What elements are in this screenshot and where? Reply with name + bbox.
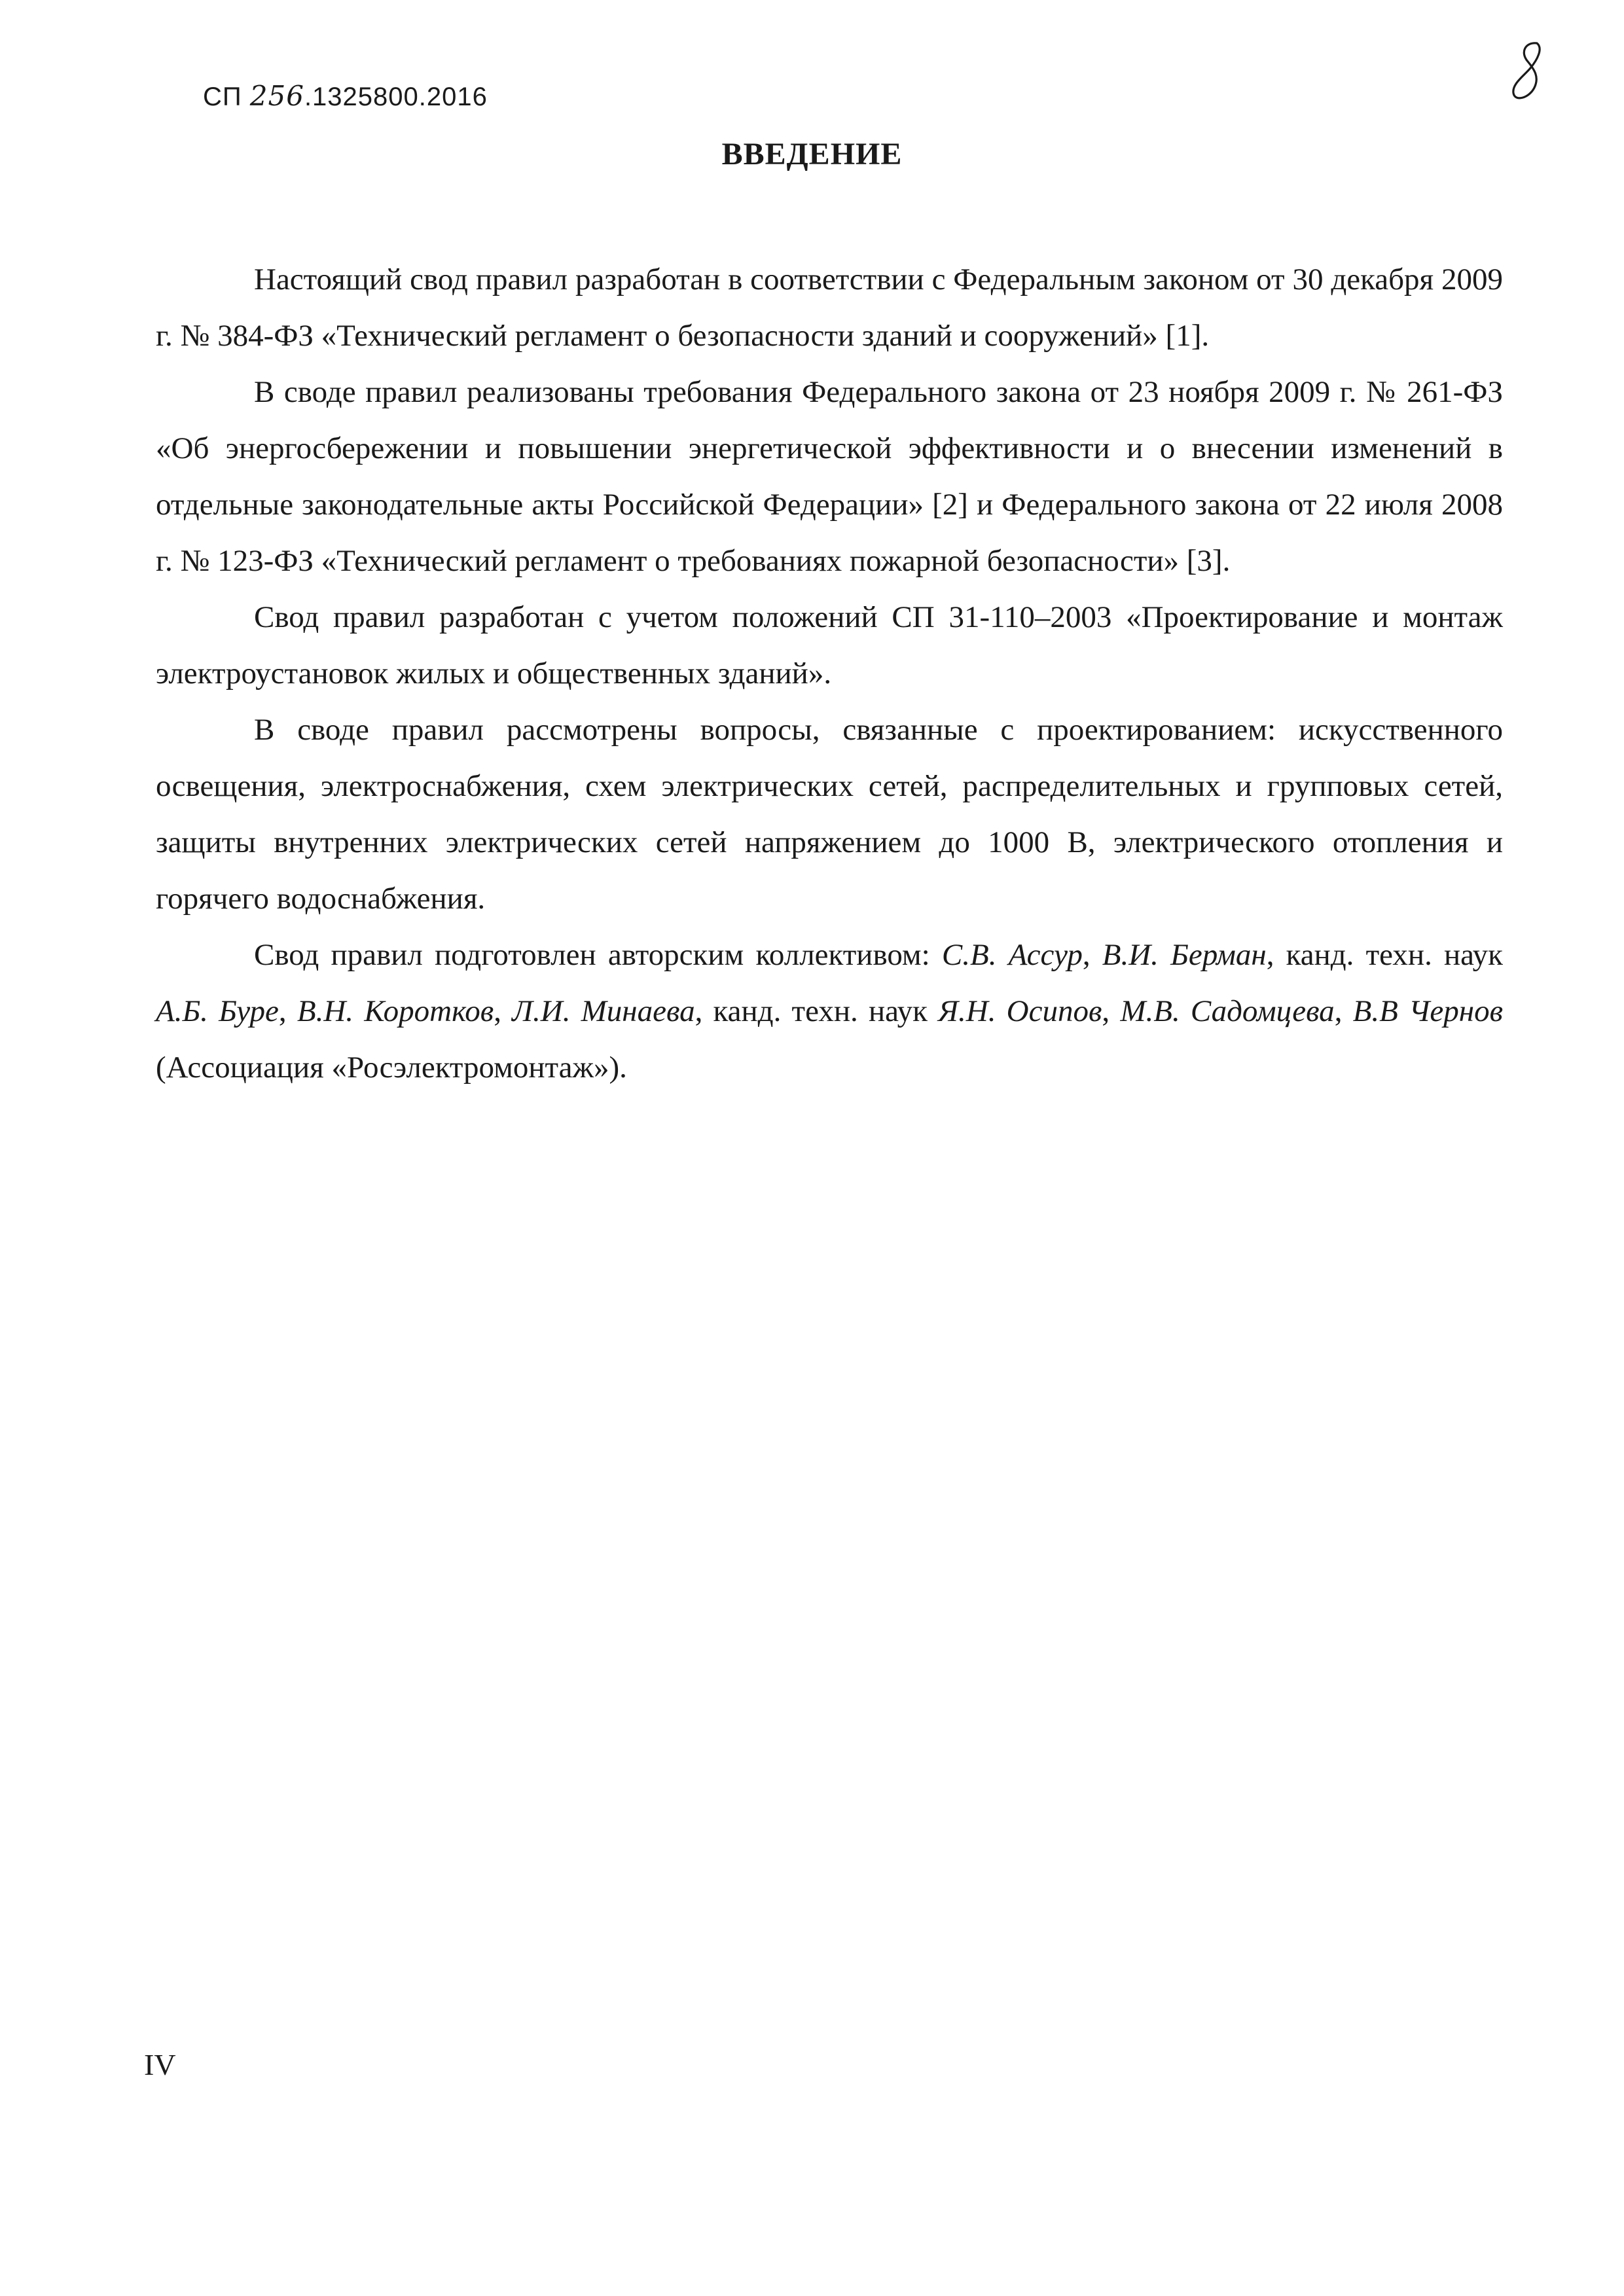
document-code-prefix: СП (203, 82, 242, 111)
author-name: С.В. Ассур (941, 938, 1083, 972)
separator: , канд. техн. наук (695, 994, 939, 1028)
authors-intro: Свод правил подготовлен авторским коллективом: (254, 938, 942, 972)
page-number: IV (144, 2048, 176, 2081)
paragraph-2: В своде правил реализованы требования Федерального закона от 23 ноября 2009 г. № 261-ФЗ «Об энергосбережении и повышении энергетической эффективности и о внесении изменений в отдельные законодательные акты Российской Федерации» [2] и Федерального закона от 22 июля 2008 г. № 123-ФЗ «Технический регламент о требованиях пожарной безопасности» [3]. (156, 375, 1503, 578)
separator: , (494, 994, 513, 1028)
handwritten-page-mark (1506, 39, 1551, 111)
author-name: В.И. Берман (1102, 938, 1267, 972)
separator: , (1082, 938, 1102, 972)
author-name: Л.И. Минаева (512, 994, 695, 1028)
separator: , канд. техн. наук (1266, 938, 1503, 972)
separator: , (1102, 994, 1121, 1028)
author-name: В.Н. Коротков (297, 994, 494, 1028)
separator: , (278, 994, 297, 1028)
author-name: М.В. Садомцева (1120, 994, 1335, 1028)
page-title: ВВЕДЕНИЕ (721, 137, 903, 171)
introduction-text (156, 251, 1503, 1096)
paragraph-3: Свод правил разработан с учетом положений СП 31-110–2003 «Проектирование и монтаж электроустановок жилых и общественных зданий». (156, 600, 1503, 691)
paragraph-authors (156, 927, 1503, 1096)
document-code-suffix: .1325800.2016 (304, 82, 488, 111)
paragraph-1: Настоящий свод правил разработан в соответствии с Федеральным законом от 30 декабря 2009 г. № 384-ФЗ «Технический регламент о безопасности зданий и сооружений» [1]. (156, 262, 1503, 353)
author-name: Я.Н. Осипов (938, 994, 1102, 1028)
author-name: В.В Чернов (1352, 994, 1503, 1028)
handwritten-code-number: 256 (249, 80, 304, 112)
authors-organization: (Ассоциация «Росэлектромонтаж»). (156, 1050, 627, 1085)
paragraph-4: В своде правил рассмотрены вопросы, связанные с проектированием: искусственного освещения, электроснабжения, схем электрических сетей, распределительных и групповых сетей, защиты внутренних электрических сетей напряжением до 1000 В, электрического отопления и горячего водоснабжения. (156, 713, 1503, 916)
separator: , (1334, 994, 1353, 1028)
document-code (203, 80, 488, 112)
author-name: А.Б. Буре (156, 994, 279, 1028)
